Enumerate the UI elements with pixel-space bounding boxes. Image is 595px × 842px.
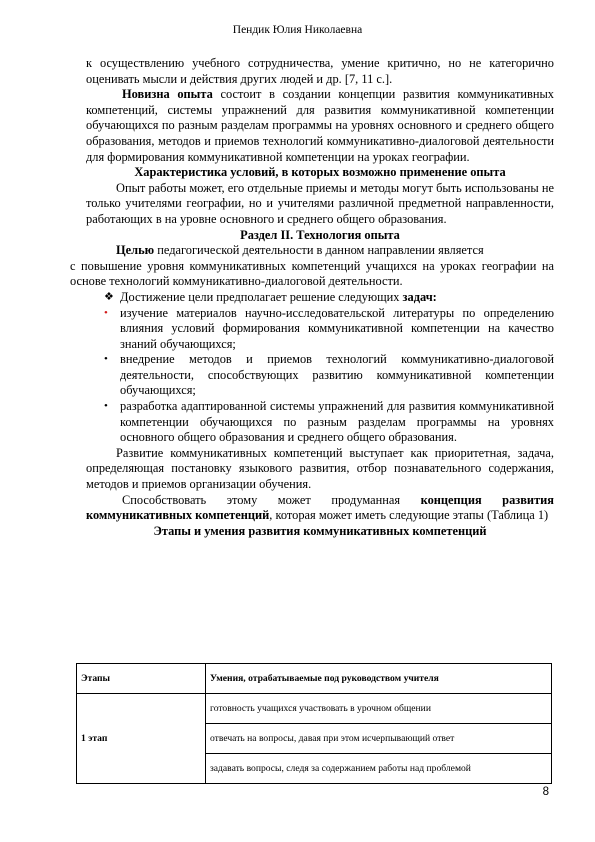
heading-conditions (86, 165, 554, 181)
list-item-text: изучение материалов научно-исследовательской литературы по определению влияния условий формирования коммуникативной компетенции на качество знаний обучающихся; (120, 305, 554, 351)
bullet-icon: • (104, 400, 108, 413)
paragraph-novelty (86, 87, 554, 165)
novelty-lead: Новизна опыта (122, 87, 213, 102)
concept-bold: концепция развития коммуникативных компетенций (86, 492, 555, 523)
table-cell-skill: отвечать на вопросы, давая при этом исчерпывающий ответ (206, 724, 552, 754)
goal-lead: Целью (116, 243, 155, 258)
list-item (86, 352, 554, 399)
list-item (86, 290, 554, 306)
table-row (77, 694, 552, 724)
paragraph-goal-line (86, 243, 554, 259)
bullet-icon: • (104, 353, 108, 366)
list-item (86, 306, 554, 353)
table-cell-skill: готовность учащихся участвовать в урочном общении (206, 694, 552, 724)
table-header-row (77, 664, 552, 694)
paragraph-continuation: к осуществлению учебного сотрудничества, умение критично, но не категорично оценивать мысли и действия других людей и др. [7, 11 с.]. (86, 56, 554, 86)
tasks-list (86, 290, 554, 446)
table-title-text: Этапы и умения развития коммуникативных компетенций (153, 523, 487, 538)
paragraph-goal-rest: с повышение уровня коммуникативных компетенций учащихся на уроках географии на основе технологий коммуникативно-диалоговой деятельности. (70, 258, 554, 289)
page-number: 8 (542, 786, 549, 798)
table-header-skills: Умения, отрабатываемые под руководством учителя (206, 664, 552, 694)
table-header-stages: Этапы (77, 664, 206, 694)
red-bullet-icon: • (104, 306, 108, 319)
page-header-author: Пендик Юлия Николаевна (232, 24, 363, 36)
table-title (86, 524, 554, 540)
heading-conditions-text: Характеристика условий, в которых возможно применение опыта (134, 165, 506, 180)
list-item-text: Достижение цели предполагает решение следующих (120, 289, 403, 304)
table-cell-stage: 1 этап (77, 694, 206, 784)
concept-before: Способствовать этому может продуманная (122, 492, 421, 507)
paragraph-development: Развитие коммуникативных компетенций выступает как приоритетная, задача, определяющая постановку языкового развития, отбор познавательного содержания, методов и приемов организации обучения. (86, 445, 554, 492)
goal-line1: педагогической деятельности в данном направлении является (154, 243, 484, 258)
novelty-text: состоит в создании концепции развития коммуникативных компетенций, системы упражнений для развития коммуникативной компетенции обучающихся по разным разделам программы на уровнях основного и среднего общего образования, методов и приемов технологий коммуникативно-диалоговой деятельности для формирования коммуникативной компетенции на уроках географии. (86, 87, 554, 164)
stages-table (76, 663, 552, 784)
concept-after: , которая может иметь следующие этапы (Таблица 1) (269, 508, 549, 523)
table-cell-skill: задавать вопросы, следя за содержанием работы над проблемой (206, 754, 552, 784)
page-content (70, 56, 555, 539)
paragraph-conditions: Опыт работы может, его отдельные приемы и методы могут быть использованы не только учителями географии, но и учителями различной предметной направленности, работающих в на уровне основного и среднего общего образования. (86, 180, 554, 226)
list-item-text: разработка адаптированной системы упражнений для развития коммуникативной компетенции обучающихся по разным разделам программы на уровнях основного общего образования и среднего общего образования. (120, 399, 554, 445)
list-item (86, 399, 554, 446)
heading-section-2-text: Раздел II. Технология опыта (240, 227, 400, 242)
heading-section-2 (86, 228, 554, 244)
paragraph-concept (86, 493, 554, 524)
list-item-text: внедрение методов и приемов технологий коммуникативно-диалоговой деятельности, способствующих развитию коммуникативной компетенции обучающихся; (120, 352, 554, 398)
list-item-bold: задач: (402, 289, 437, 304)
diamond-bullet-icon: ❖ (104, 290, 114, 303)
